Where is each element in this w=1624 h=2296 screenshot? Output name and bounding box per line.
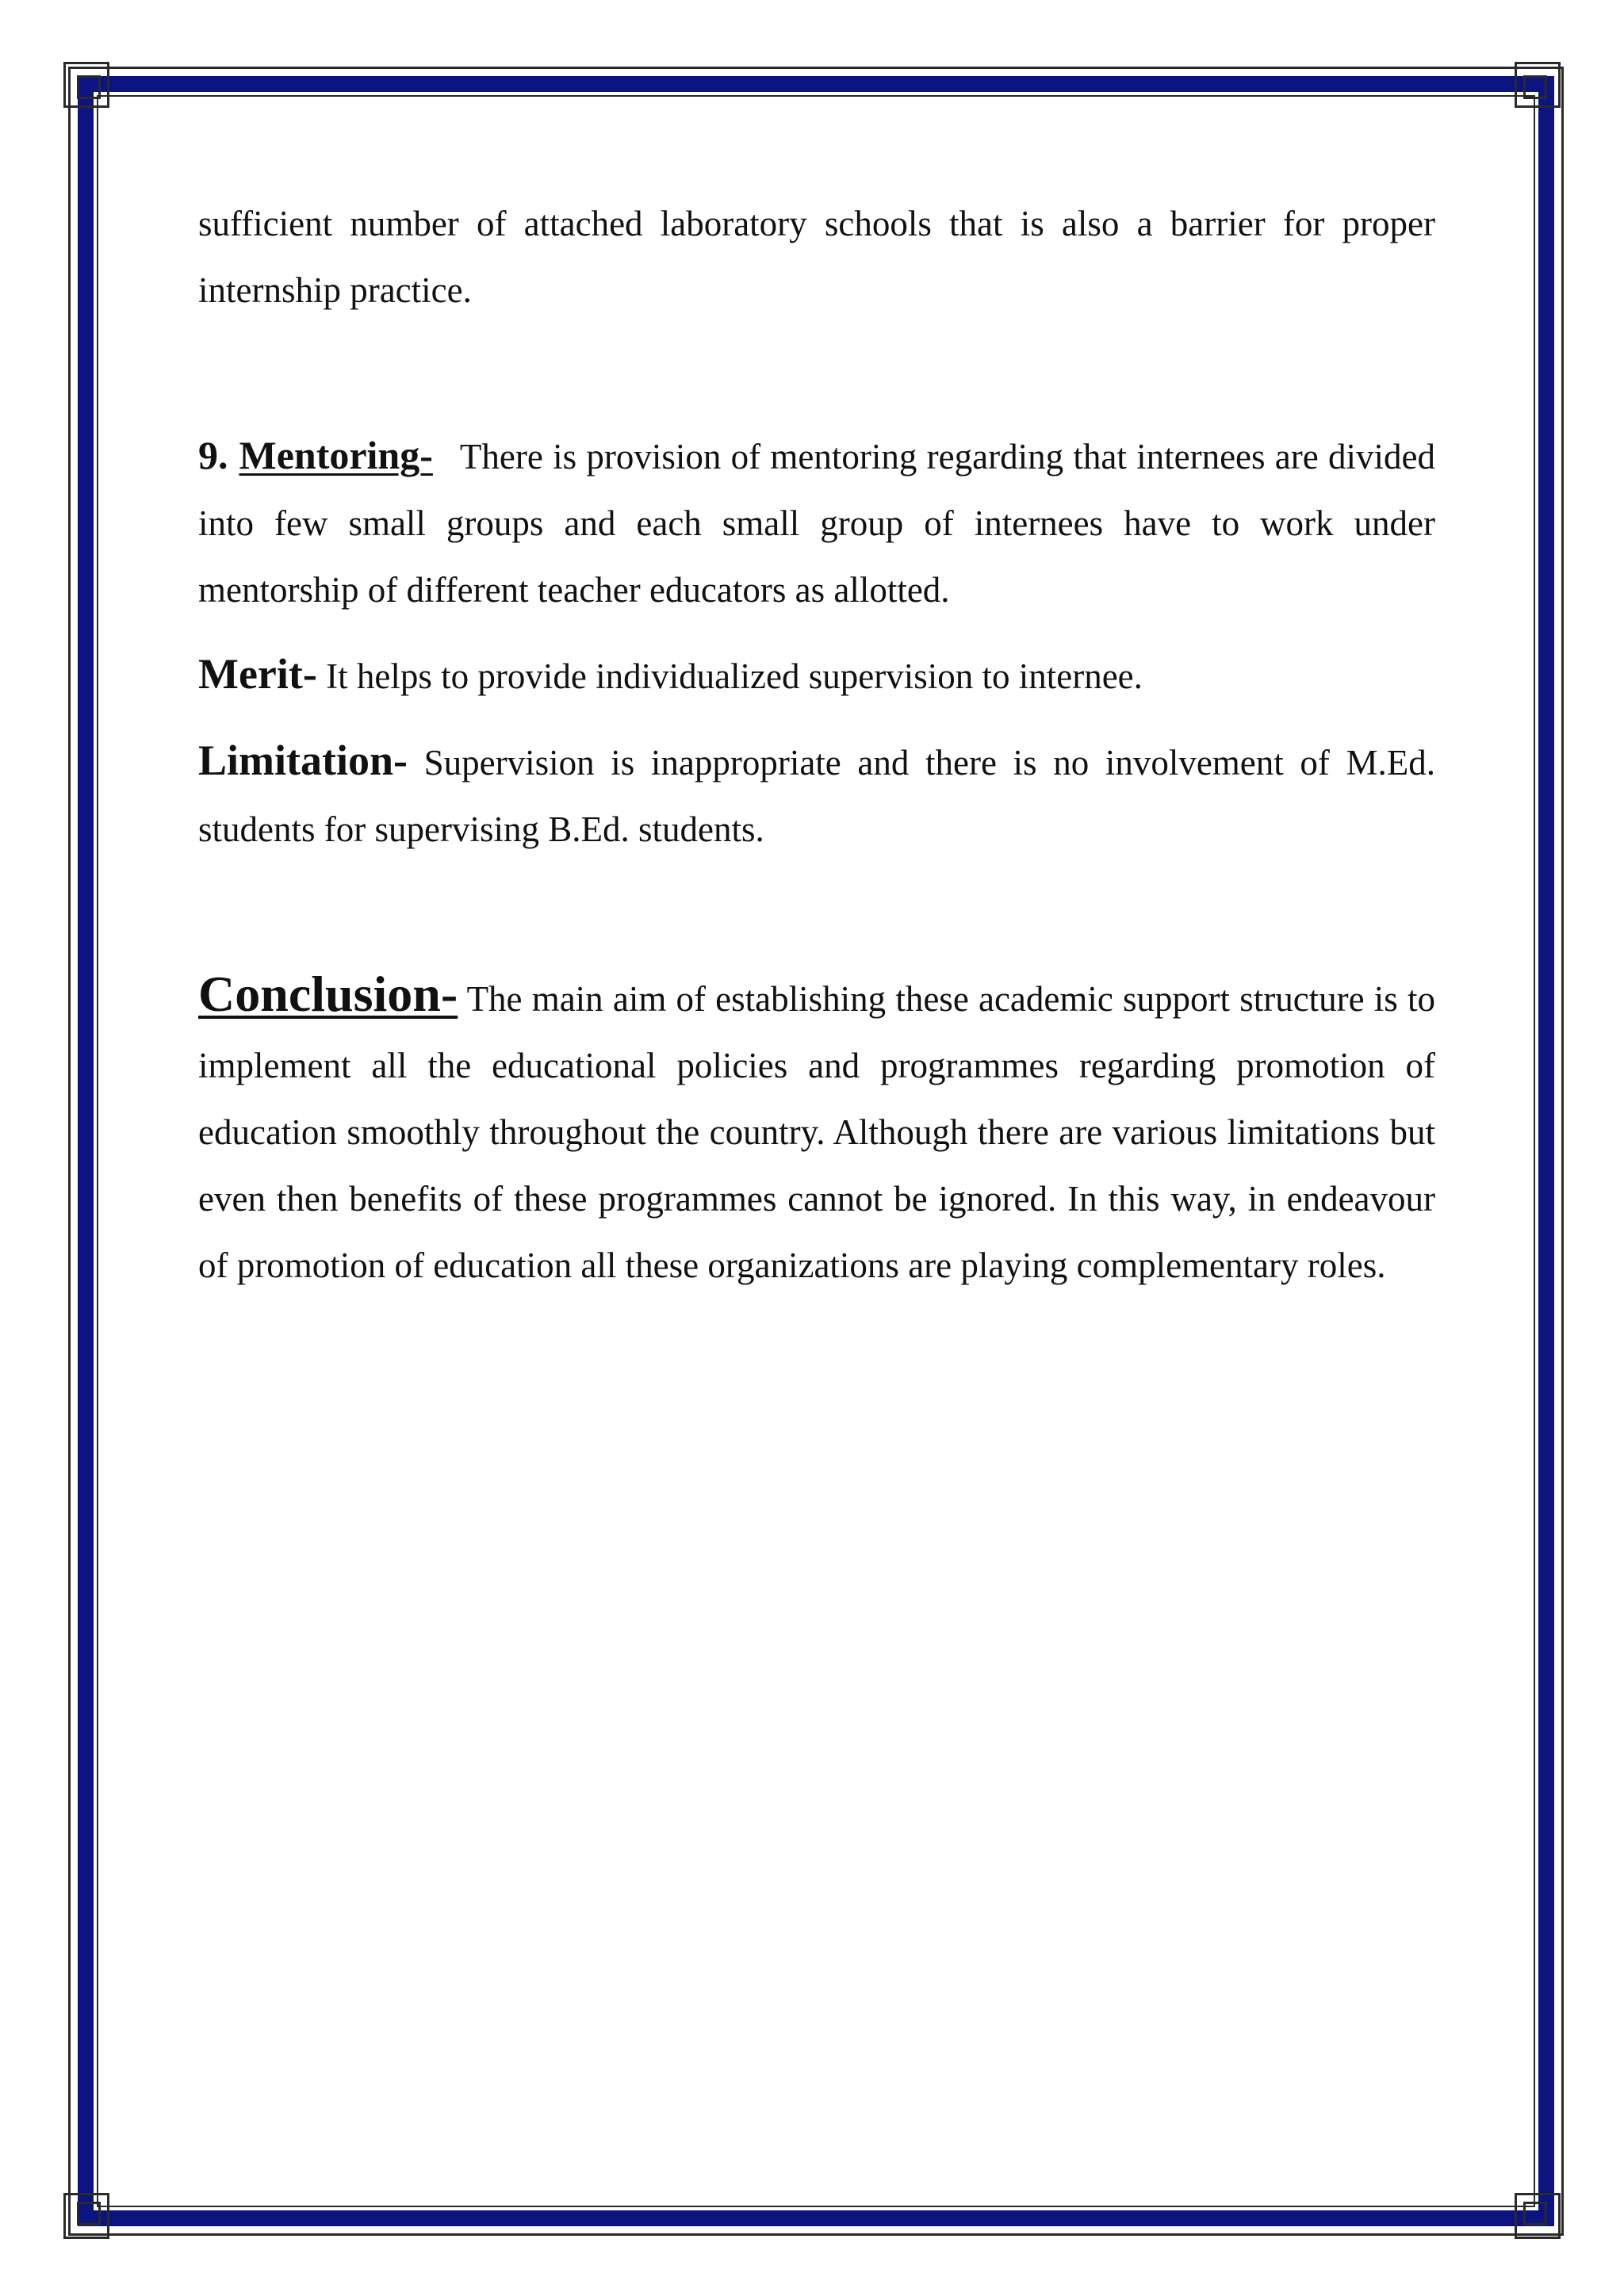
section-conclusion <box>198 961 1435 1299</box>
limitation-heading: Limitation- <box>198 737 408 784</box>
mentoring-heading <box>198 433 433 477</box>
section-mentoring <box>198 422 1435 623</box>
mentoring-text: There is provision of mentoring regarding that internees are divided into few small groups and each small group of internees have to work under mentorship of different teacher educators as allotted. <box>198 437 1435 610</box>
conclusion-heading: Conclusion- <box>198 966 458 1022</box>
conclusion-text: The main aim of establishing these academic support structure is to implement all the educational policies and programmes regarding promotion of education smoothly throughout the country. Although there are various limitations but even then benefits of these programmes cannot be ignored. In this way, in endeavour of promotion of education all these organizations are playing complementary roles. <box>198 979 1436 1285</box>
section-merit <box>198 641 1435 710</box>
merit-text: It helps to provide individualized supervision to internee. <box>326 656 1143 696</box>
corner-ornament-bottom-right <box>1515 2193 1561 2239</box>
paragraph-intro-text: sufficient number of attached laboratory schools that is also a barrier for proper internship practice. <box>198 204 1435 310</box>
corner-ornament-top-right <box>1515 62 1561 108</box>
page-content <box>198 190 1435 1299</box>
corner-ornament-top-left <box>63 62 109 108</box>
merit-heading: Merit- <box>198 650 317 698</box>
mentoring-number: 9. <box>198 433 228 477</box>
limitation-text: Supervision is inappropriate and there is no involvement of M.Ed. students for supervising B.Ed. students. <box>198 743 1435 849</box>
paragraph-intro <box>198 190 1435 323</box>
mentoring-heading-label: Mentoring- <box>239 433 433 477</box>
corner-ornament-bottom-left <box>63 2193 109 2239</box>
section-limitation <box>198 727 1435 863</box>
